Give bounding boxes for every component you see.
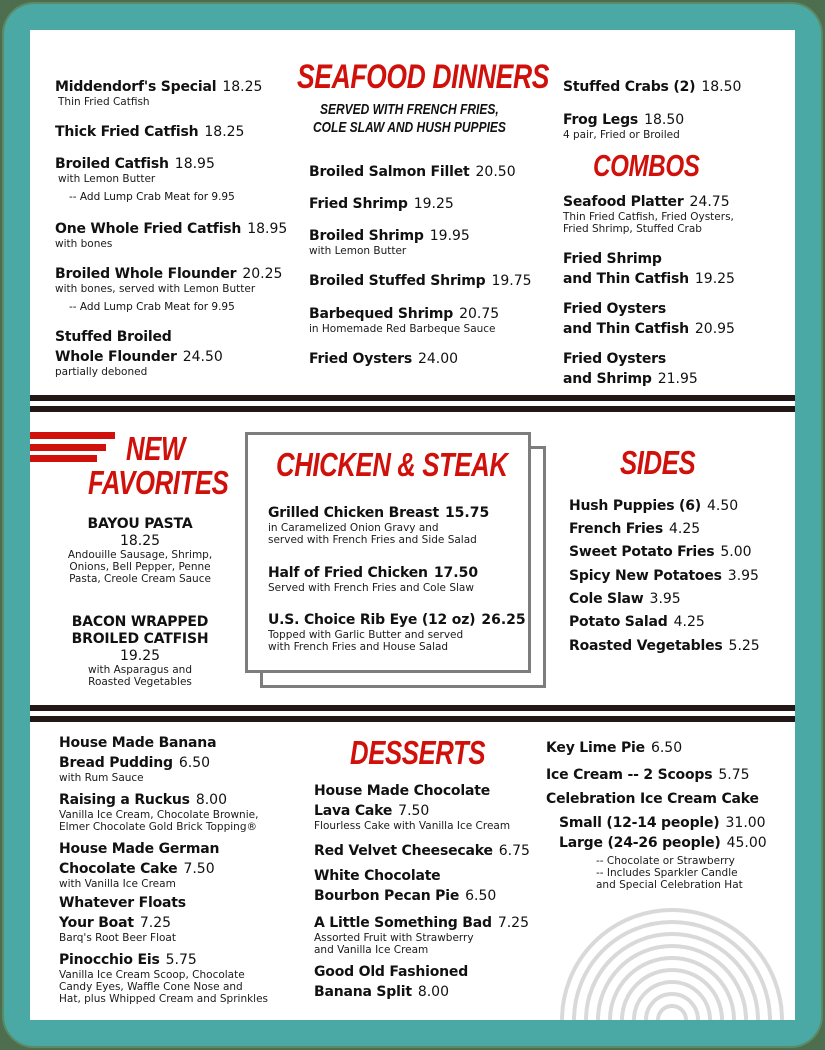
- item-price: 20.75: [459, 306, 500, 322]
- item-price: 18.25: [222, 79, 263, 95]
- item-name: Red Velvet Cheesecake: [314, 843, 493, 859]
- item-name: Celebration Ice Cream Cake: [546, 791, 759, 807]
- item-name: Broiled Stuffed Shrimp: [309, 273, 486, 289]
- red-stripe: [30, 432, 115, 439]
- item-price: 8.00: [195, 792, 227, 808]
- menu-item: [59, 949, 268, 1005]
- menu-item: [314, 868, 496, 905]
- new-favorites-heading-line2: FAVORITES: [88, 464, 229, 501]
- item-desc: with Asparagus and: [87, 664, 192, 676]
- item-name-line1: Good Old Fashioned: [314, 964, 469, 980]
- decorative-arcs-icon: [560, 900, 790, 1020]
- item-name: Half of Fried Chicken: [268, 565, 428, 581]
- item-name: Middendorf's Special: [55, 79, 217, 95]
- item-name: Spicy New Potatoes: [569, 568, 722, 584]
- item-name: Cole Slaw: [569, 591, 644, 607]
- menu-item: [268, 502, 489, 546]
- item-name-line1: House Made Banana: [59, 735, 217, 751]
- chicken-steak-heading: CHICKEN & STEAK: [276, 446, 508, 483]
- item-name: Banana Split: [314, 984, 412, 1000]
- item-price: 19.25: [413, 196, 454, 212]
- item-name: Chocolate Cake: [59, 861, 178, 877]
- menu-item: [314, 783, 510, 832]
- menu-page: [30, 30, 795, 1020]
- item-name: Seafood Platter: [563, 194, 684, 210]
- item-name-line1: Fried Shrimp: [563, 251, 662, 267]
- item-name: Sweet Potato Fries: [569, 544, 715, 560]
- item-price: 4.25: [668, 521, 701, 537]
- item-price: 18.50: [701, 79, 742, 95]
- menu-item: [563, 301, 735, 338]
- menu-item: [563, 351, 698, 388]
- item-name: and Shrimp: [563, 371, 652, 387]
- menu-item: [569, 588, 681, 608]
- item-name: BAYOU PASTA: [87, 516, 193, 532]
- item-name: Your Boat: [59, 915, 134, 931]
- menu-item: [314, 912, 529, 956]
- item-price: 8.00: [417, 984, 449, 1000]
- item-desc: Topped with Garlic Butter and served: [268, 629, 464, 641]
- item-desc: with Lemon Butter: [58, 173, 156, 185]
- item-price: 3.95: [727, 568, 759, 584]
- item-price: 7.25: [139, 915, 172, 931]
- item-desc: served with French Fries and Side Salad: [268, 534, 477, 546]
- item-name: Frog Legs: [563, 112, 639, 128]
- menu-item: [268, 562, 478, 594]
- item-name: and Thin Catfish: [563, 271, 689, 287]
- item-name: Raising a Ruckus: [59, 792, 190, 808]
- size-price: 45.00: [726, 835, 767, 851]
- item-price: 24.00: [417, 351, 459, 367]
- item-name: Pinocchio Eis: [59, 952, 160, 968]
- item-desc: 4 pair, Fried or Broiled: [563, 129, 680, 141]
- item-name: Fried Oysters: [309, 351, 412, 367]
- item-price: 18.25: [119, 533, 161, 549]
- item-desc: Thin Fried Catfish, Fried Oysters,: [563, 211, 734, 223]
- red-stripe: [30, 444, 106, 451]
- item-price: 18.95: [174, 156, 215, 172]
- menu-item: [55, 153, 235, 203]
- item-desc: with bones, served with Lemon Butter: [55, 283, 256, 295]
- item-name: Stuffed Crabs (2): [563, 79, 696, 95]
- item-price: 6.75: [498, 843, 530, 859]
- item-name: Bourbon Pecan Pie: [314, 888, 460, 904]
- item-price: 19.25: [119, 648, 161, 664]
- item-price: 7.25: [497, 915, 529, 931]
- item-price: 19.95: [429, 228, 470, 244]
- note: -- Chocolate or Strawberry: [596, 855, 735, 867]
- menu-item: [55, 218, 287, 250]
- item-name: Whole Flounder: [55, 349, 177, 365]
- menu-item: [314, 840, 530, 860]
- item-desc: Pasta, Creole Cream Sauce: [69, 573, 211, 585]
- item-price: 26.25: [481, 612, 526, 628]
- item-addon: -- Add Lump Crab Meat for 9.95: [69, 301, 235, 313]
- menu-item: [569, 495, 738, 515]
- menu-item: [569, 565, 759, 585]
- item-desc: with Vanilla Ice Cream: [59, 878, 176, 890]
- item-name: Potato Salad: [569, 614, 668, 630]
- item-desc: Flourless Cake with Vanilla Ice Cream: [314, 820, 511, 832]
- item-name: French Fries: [569, 521, 663, 537]
- item-name: Broiled Whole Flounder: [55, 266, 237, 282]
- menu-item: [569, 518, 700, 538]
- item-price: 5.25: [728, 638, 760, 654]
- item-price: 4.25: [673, 614, 705, 630]
- note: -- Includes Sparkler Candle: [596, 867, 738, 879]
- menu-item: [569, 611, 705, 631]
- item-name: Fried Shrimp: [309, 196, 408, 212]
- item-name: Bread Pudding: [59, 755, 173, 771]
- menu-item: [309, 303, 499, 335]
- item-price: 20.25: [242, 266, 283, 282]
- sides-heading: SIDES: [620, 444, 696, 481]
- item-desc: with French Fries and House Salad: [268, 641, 449, 653]
- seafood-dinners-heading: SEAFOOD DINNERS: [297, 58, 550, 96]
- item-price: 3.95: [649, 591, 681, 607]
- item-desc: Roasted Vegetables: [88, 676, 192, 688]
- menu-item: [563, 109, 684, 141]
- item-desc: with Rum Sauce: [59, 772, 144, 784]
- item-name: Barbequed Shrimp: [309, 306, 454, 322]
- item-name-line1: BACON WRAPPED: [71, 614, 209, 630]
- menu-item: [40, 516, 240, 585]
- menu-item: [59, 735, 216, 784]
- size-name: Small (12-14 people): [559, 815, 720, 831]
- celebration-cake: [546, 791, 767, 891]
- item-price: 24.75: [689, 194, 730, 210]
- item-name: Roasted Vegetables: [569, 638, 723, 654]
- item-desc: Candy Eyes, Waffle Cone Nose and: [59, 981, 243, 993]
- item-name: Hush Puppies (6): [569, 498, 701, 514]
- item-desc: Served with French Fries and Cole Slaw: [268, 582, 474, 594]
- item-name: BROILED CATFISH: [71, 631, 209, 647]
- item-name: Broiled Shrimp: [309, 228, 424, 244]
- item-price: 6.50: [650, 740, 683, 756]
- item-name: Ice Cream -- 2 Scoops: [546, 767, 713, 783]
- item-desc: Thin Fried Catfish: [58, 96, 150, 108]
- item-price: 19.25: [694, 271, 735, 287]
- item-desc: in Caramelized Onion Gravy and: [268, 522, 439, 534]
- menu-item: [563, 191, 734, 235]
- menu-item: [40, 614, 240, 688]
- menu-item: [309, 225, 470, 257]
- item-price: 17.50: [433, 565, 479, 581]
- item-price: 7.50: [183, 861, 215, 877]
- item-desc: partially deboned: [55, 366, 148, 378]
- item-desc: Elmer Chocolate Gold Brick Topping®: [59, 821, 257, 833]
- item-addon: -- Add Lump Crab Meat for 9.95: [69, 191, 235, 203]
- size-price: 31.00: [725, 815, 766, 831]
- item-desc: Hat, plus Whipped Cream and Sprinkles: [59, 993, 269, 1005]
- menu-item: [546, 737, 682, 757]
- desserts-heading: DESSERTS: [350, 734, 486, 771]
- item-desc: and Vanilla Ice Cream: [314, 944, 429, 956]
- item-price: 20.50: [475, 164, 516, 180]
- item-price: 7.50: [398, 803, 430, 819]
- menu-item: [59, 895, 186, 944]
- item-name: A Little Something Bad: [314, 915, 492, 931]
- item-name-line1: Fried Oysters: [563, 301, 666, 317]
- item-price: 15.75: [444, 505, 490, 521]
- red-stripe: [30, 455, 97, 462]
- item-price: 19.75: [491, 273, 532, 289]
- menu-item: [546, 764, 750, 784]
- item-name: and Thin Catfish: [563, 321, 689, 337]
- menu-item: [55, 329, 223, 378]
- menu-item: [55, 263, 282, 313]
- menu-item: [268, 609, 526, 653]
- item-name-line1: White Chocolate: [314, 868, 441, 884]
- menu-item: [309, 193, 454, 213]
- item-desc: Barq's Root Beer Float: [59, 932, 176, 944]
- item-price: 6.50: [465, 888, 497, 904]
- item-price: 24.50: [182, 349, 223, 365]
- item-price: 18.25: [204, 124, 245, 140]
- menu-item: [309, 270, 532, 290]
- item-price: 21.95: [657, 371, 698, 387]
- item-name: Thick Fried Catfish: [55, 124, 199, 140]
- item-name: Grilled Chicken Breast: [268, 505, 439, 521]
- item-desc: Andouille Sausage, Shrimp,: [67, 549, 213, 561]
- item-price: 5.75: [165, 952, 197, 968]
- item-desc: Onions, Bell Pepper, Penne: [69, 561, 211, 573]
- menu-item: [563, 251, 735, 288]
- menu-item: [569, 541, 752, 561]
- item-price: 5.00: [720, 544, 752, 560]
- note: and Special Celebration Hat: [596, 879, 743, 891]
- item-name: Key Lime Pie: [546, 740, 645, 756]
- item-price: 6.50: [178, 755, 211, 771]
- item-price: 4.50: [706, 498, 739, 514]
- item-desc: Vanilla Ice Cream Scoop, Chocolate: [59, 969, 245, 981]
- seafood-subtitle-line2: COLE SLAW AND HUSH PUPPIES: [313, 119, 506, 136]
- menu-item: [309, 348, 458, 368]
- item-desc: in Homemade Red Barbeque Sauce: [309, 323, 496, 335]
- item-desc: Assorted Fruit with Strawberry: [314, 932, 474, 944]
- item-desc: Fried Shrimp, Stuffed Crab: [563, 223, 702, 235]
- menu-item: [55, 121, 244, 141]
- item-name: Lava Cake: [314, 803, 393, 819]
- item-desc: with Lemon Butter: [309, 245, 407, 257]
- menu-item: [563, 76, 741, 96]
- item-name: Broiled Catfish: [55, 156, 169, 172]
- size-name: Large (24-26 people): [559, 835, 721, 851]
- item-price: 18.95: [247, 221, 288, 237]
- menu-item: [314, 964, 468, 1001]
- item-name-line1: Whatever Floats: [59, 895, 186, 911]
- item-name-line1: Stuffed Broiled: [55, 329, 172, 345]
- menu-item: [55, 76, 262, 108]
- item-name-line1: Fried Oysters: [563, 351, 666, 367]
- item-price: 18.50: [644, 112, 685, 128]
- combos-heading: COMBOS: [593, 148, 700, 183]
- item-desc: with bones: [55, 238, 113, 250]
- menu-item: [59, 841, 219, 890]
- section-divider: [30, 705, 795, 723]
- item-name: Broiled Salmon Fillet: [309, 164, 470, 180]
- new-favorites-heading-line1: NEW: [126, 430, 185, 467]
- item-name-line1: House Made German: [59, 841, 220, 857]
- menu-item: [59, 789, 258, 833]
- item-name-line1: House Made Chocolate: [314, 783, 490, 799]
- item-name: One Whole Fried Catfish: [55, 221, 242, 237]
- item-price: 5.75: [718, 767, 750, 783]
- item-desc: Vanilla Ice Cream, Chocolate Brownie,: [59, 809, 259, 821]
- menu-item: [569, 635, 760, 655]
- section-divider: [30, 395, 795, 413]
- menu-item: [309, 161, 516, 181]
- item-price: 20.95: [694, 321, 735, 337]
- seafood-subtitle-line1: SERVED WITH FRENCH FRIES,: [320, 101, 499, 118]
- item-name: U.S. Choice Rib Eye (12 oz): [268, 612, 476, 628]
